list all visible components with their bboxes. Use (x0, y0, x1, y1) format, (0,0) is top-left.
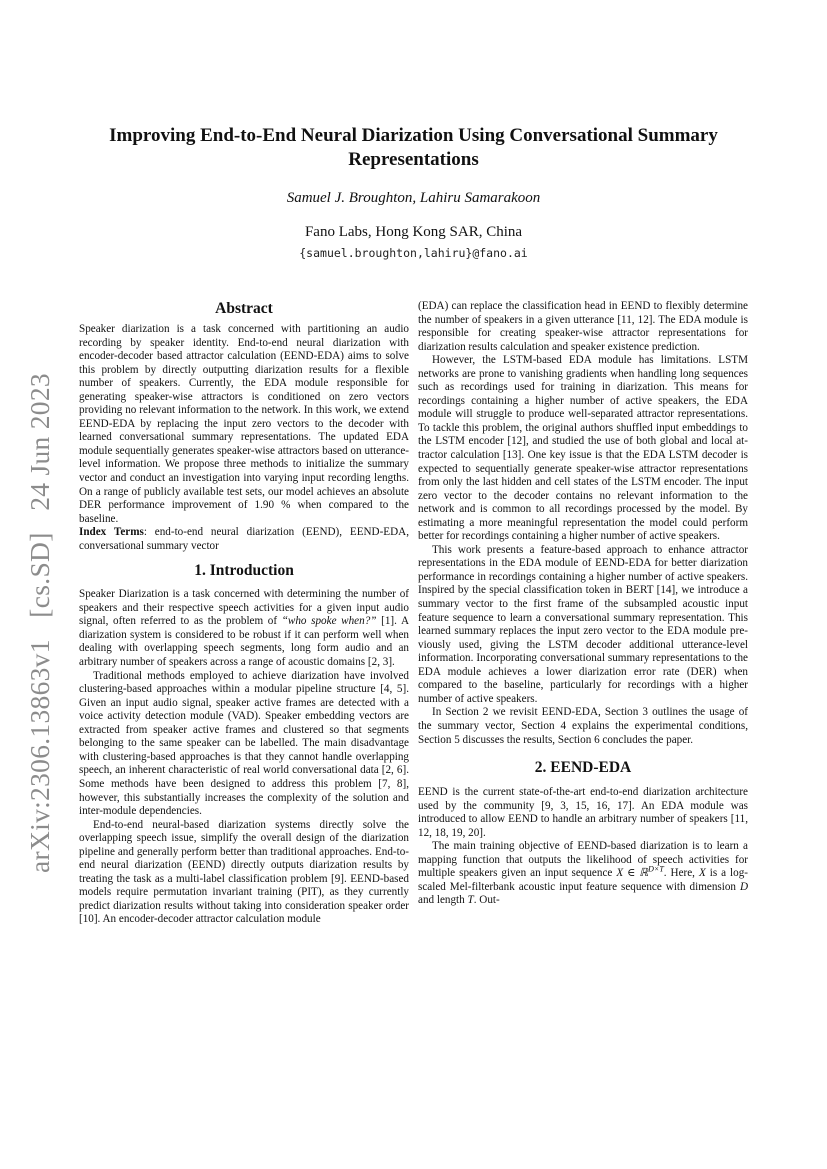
eend-p2-text-e: . Out- (473, 894, 500, 907)
eend-p2-text-a: The main training objective of EEND-based diarization is to learn a mapping function that outputs the likelihood of speech activities for multiple speakers given an input sequence (418, 840, 748, 880)
eend-p2-text-d: and length (418, 894, 468, 907)
intro-paragraph-1 (79, 588, 409, 669)
intro-heading: 1. Introduction (194, 562, 294, 580)
title-line-2: Representations (348, 149, 479, 170)
paper-title (80, 124, 747, 172)
eend-eda-heading: 2. EEND-EDA (534, 759, 632, 777)
left-column (79, 300, 409, 927)
eend-p2-text-b: . Here, (663, 867, 699, 880)
arxiv-date: 24 Jun 2023 (24, 373, 55, 511)
abstract-heading: Abstract (215, 300, 273, 317)
intro-paragraph-5: However, the LSTM-based EDA module has limitations. LSTM networks are prone to vanishing gradients when handling long sequences such as recordings used for training in diarization. This means for recordings containing a higher number of active speakers, the EDA module will struggle to produce well-separated attractor representations. To tackle this problem, the original authors shuffled input embeddings to the LSTM encoder [12], and studied the use of both global and local attractor calculation [13]. One key issue is that the EDA LSTM decoder is expected to sequentially generate speaker-wise attractor representations from only the last hidden and cell states of the LSTM encoder. The input zero vector to the decoder contains no relevant information to the network and is common to all recordings processed by the model. By estimating a more meaningful representation the model could perform better for recordings containing a higher number of active speakers. (418, 354, 748, 543)
eend-p2-text-c: is a log-scaled Mel-filterbank acoustic input feature sequence with dimension (418, 867, 748, 893)
title-line-1: Improving End-to-End Neural Diarization Using Conversational Summary (109, 125, 718, 146)
intro-paragraph-3: End-to-end neural-based diarization systems directly solve the overlapping speech issue, simplify the overall design of the diarization pipeline and generally perform better than traditional approaches. End-to-end neural diarization (EEND) directly outputs diarization results by treating the task as a multi-label classification problem [9]. EEND-based models require permutation invariant training (PIT), as they currently predict diarization results without taking into consideration speaker order [10]. An encoder-decoder attractor calculation module (79, 818, 409, 926)
eend-p2-math-d: D (739, 880, 748, 893)
index-terms-label: Index Terms (79, 526, 144, 539)
eend-p2-math-x-in-r: X ∈ ℝ (616, 867, 649, 880)
arxiv-id: arXiv:2306.13863v1 (24, 639, 55, 873)
eend-p2-math-x: X (698, 867, 706, 880)
right-column (418, 300, 748, 908)
index-terms-text: : end-to-end neural diarization (EEND), EEND-EDA, conversational summary vector (79, 526, 409, 552)
arxiv-category: [cs.SD] (24, 532, 55, 618)
intro-p1-quote: “who spoke when?” (281, 615, 377, 628)
eend-paragraph-2 (418, 840, 748, 908)
intro-paragraph-7: In Section 2 we revisit EEND-EDA, Section 3 outlines the usage of the summary vector, Section 4 explains the experimental conditions, Section 5 discusses the results, Section 6 concludes the paper. (418, 706, 748, 746)
index-terms (79, 526, 409, 553)
paper-affiliation: Fano Labs, Hong Kong SAR, China (304, 224, 523, 240)
intro-paragraph-6: This work presents a feature-based approach to enhance attractor representations in the EDA module of EEND-EDA for better diarization performance in recordings containing a higher number of active speakers. Inspired by the special classification token in BERT [14], we introduce a summary vector to the first frame of the subsampled acoustic input feature sequence to learn a conversational summary representation. This learned summary replaces the input zero vector to the EDA module previously used, giving the LSTM decoder additional utterance-level information. Incorporating conversational summary representations to the EDA module achieves a lower diarization error rate (DER) when compared to the baseline, particularly for recordings with a higher number of active speakers. (418, 543, 748, 705)
abstract-body: Speaker diarization is a task concerned with partitioning an audio recording by speaker identity. End-to-end neural diarization with encoder-decoder based attractor calculation (EEND-EDA) aims to solve this problem by directly outputting diarization results for a flexible number of speakers. Currently, the EDA module responsible for generating speaker-wise attractors is conditioned on zero vectors providing no relevant information to the network. In this work, we extend EEND-EDA by replacing the input zero vectors to the decoder with learned conversational summary representations. The updated EDA module sequentially generates speaker-wise attractors based on utterance-level information. We propose three methods to initialize the summary vector and conduct an investigation into varying input recording lengths. On a range of publicly available test sets, our model achieves an absolute DER performance improvement of 1.90 % when compared to the baseline. (79, 323, 409, 525)
eend-p2-math-t: T (467, 894, 474, 907)
intro-p1-text-b: [1]. A diarization system is considered to be robust if it can perform well when dealing with overlapping speech segments, long form audio and an arbitrary number of speakers across a range of acoustic domains [2, 3]. (79, 615, 409, 669)
eend-paragraph-1: EEND is the current state-of-the-art end-to-end diarization architecture used by the community [9, 3, 15, 16, 17]. An EDA module was introduced to allow EEND to handle an arbitrary number of speakers [11, 12, 18, 19, 20]. (418, 786, 748, 839)
intro-paragraph-4: (EDA) can replace the classification head in EEND to flexibly determine the number of speakers in a given utterance [11, 12]. The EDA module is responsible for creating speaker-wise attractor representations for diarization results calculation and speaker existence prediction. (418, 300, 748, 353)
eend-p2-math-superscript: D×T (648, 864, 664, 874)
paper-email: {samuel.broughton,lahiru}@fano.ai (299, 246, 528, 260)
intro-p1-text-a: Speaker Diarization is a task concerned with determining the number of speakers and their respective speech activities for a given input audio signal, often referred to as the problem of (79, 588, 409, 628)
paper-authors: Samuel J. Broughton, Lahiru Samarakoon (286, 190, 541, 206)
arxiv-identifier-stamp (24, 373, 56, 873)
intro-paragraph-2: Traditional methods employed to achieve diarization have involved clustering-based approaches within a modular pipeline structure [4, 5]. Given an input audio signal, speaker active frames are detected with a voice activity detection module (VAD). Speaker embedding vectors are extracted from speaker active frames and clustered so that segments belonging to the same speaker can be labelled. The main disadvantage with clustering-based approaches is that they cannot handle overlapping speech, an inherent characteristic of real world conversational data [2, 6]. Some methods have been designed to address this problem [7, 8], however, this substantially increases the complexity of the solution and inter-module dependencies. (79, 669, 409, 818)
